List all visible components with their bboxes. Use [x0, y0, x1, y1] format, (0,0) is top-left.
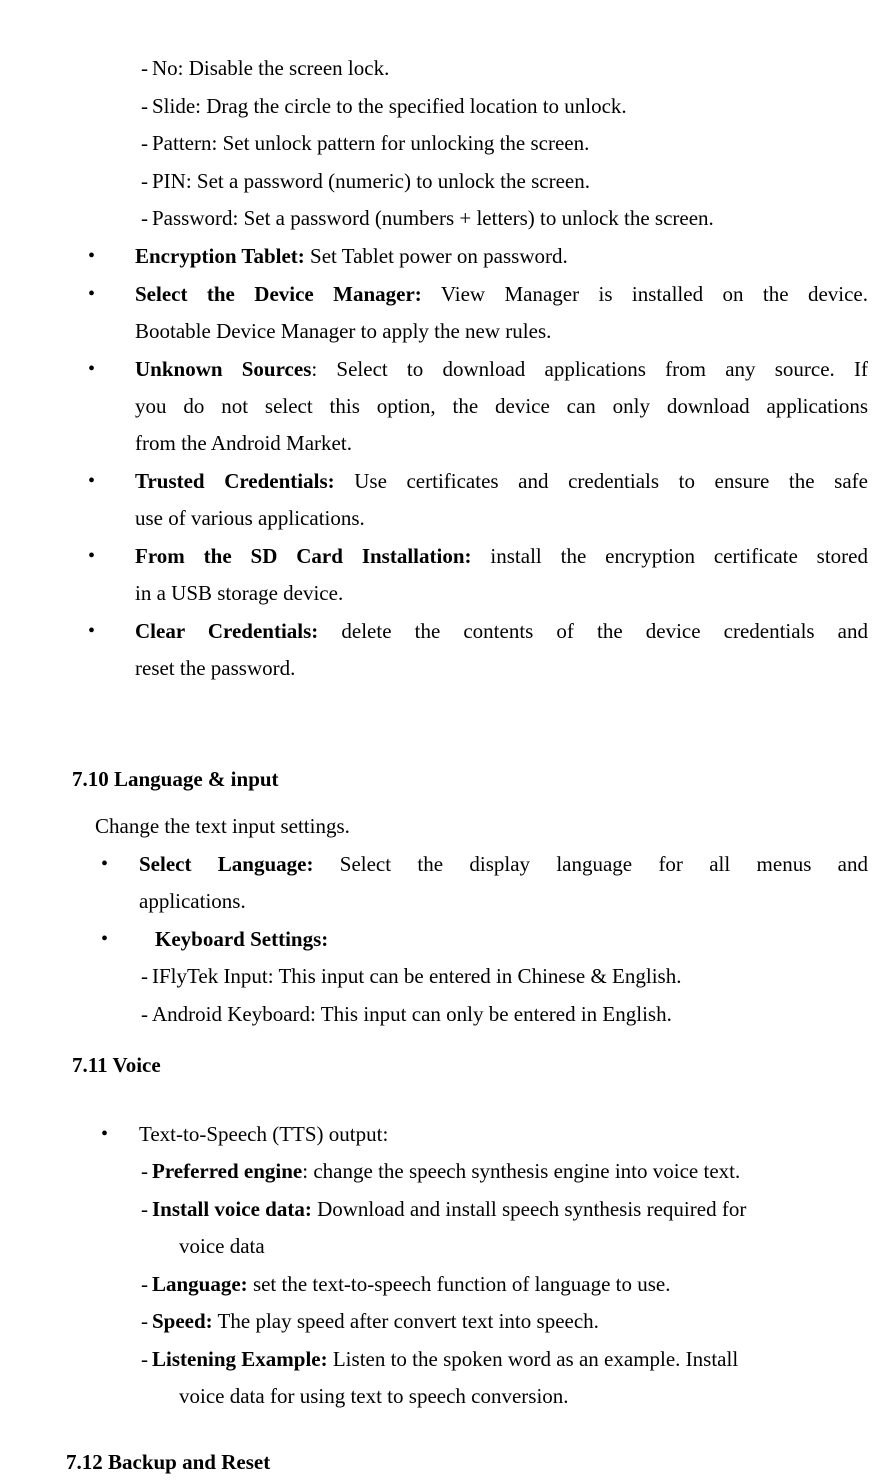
list-item — [135, 463, 868, 501]
item-continuation: voice data for using text to speech conversion. — [179, 1384, 569, 1408]
item-continuation: use of various applications. — [135, 506, 365, 530]
list-item — [141, 1153, 740, 1191]
bullet-icon: • — [101, 928, 109, 950]
item-term: Trusted Credentials: — [135, 469, 335, 493]
list-item — [141, 958, 681, 996]
section-intro: Change the text input settings. — [95, 814, 350, 838]
list-item — [141, 125, 589, 163]
item-term: Select Language: — [139, 852, 314, 876]
bullet-icon: • — [101, 853, 109, 875]
bullet-icon: • — [88, 283, 96, 305]
item-term: Language: — [152, 1272, 248, 1296]
item-term: Clear Credentials: — [135, 619, 319, 643]
item-text: Use certificates and credentials to ensure the safe — [334, 469, 868, 493]
dash-glyph: - — [141, 1002, 148, 1026]
list-item — [141, 88, 627, 126]
list-item — [141, 1341, 738, 1379]
item-text: Listen to the spoken word as an example. Install — [327, 1347, 739, 1371]
bullet-icon: • — [88, 545, 96, 567]
bullet-icon: • — [88, 470, 96, 492]
dash-glyph: - — [141, 94, 148, 118]
item-term: Unknown Sources — [135, 357, 312, 381]
option-text: Slide: Drag the circle to the specified location to unlock. — [152, 94, 627, 118]
dash-glyph: - — [141, 1272, 148, 1296]
section-heading: 7.12 Backup and Reset — [66, 1450, 271, 1474]
item-term: Preferred engine — [152, 1159, 303, 1183]
bullet-icon: • — [101, 1123, 109, 1145]
item-text: : change the speech synthesis engine into voice text. — [302, 1159, 741, 1183]
item-term: Keyboard Settings: — [155, 927, 329, 951]
list-item — [155, 921, 328, 959]
dash-glyph: - — [141, 131, 148, 155]
item-continuation: in a USB storage device. — [135, 581, 344, 605]
item-continuation: reset the password. — [135, 656, 296, 680]
list-item — [135, 276, 868, 314]
list-item — [141, 1191, 746, 1229]
item-term: Install voice data: — [152, 1197, 312, 1221]
item-text: Set Tablet power on password. — [304, 244, 568, 268]
dash-glyph: - — [141, 56, 148, 80]
dash-glyph: - — [141, 964, 148, 988]
item-text: Select the display language for all menus and — [313, 852, 868, 876]
bullet-icon: • — [88, 245, 96, 267]
item-text: Download and install speech synthesis required for — [311, 1197, 747, 1221]
item-continuation: voice data — [179, 1234, 265, 1258]
list-item — [135, 238, 568, 276]
list-item — [141, 200, 714, 238]
item-continuation: applications. — [139, 889, 246, 913]
item-text: : Select to download applications from any source. If — [311, 357, 868, 381]
list-item — [141, 1303, 599, 1341]
option-text: No: Disable the screen lock. — [152, 56, 390, 80]
list-item — [139, 846, 868, 884]
dash-glyph: - — [141, 206, 148, 230]
list-item — [135, 613, 868, 651]
list-item — [141, 996, 672, 1034]
list-item: Text-to-Speech (TTS) output: — [139, 1122, 389, 1146]
dash-glyph: - — [141, 169, 148, 193]
dash-glyph: - — [141, 1197, 148, 1221]
option-text: IFlyTek Input: This input can be entered in Chinese & English. — [152, 964, 682, 988]
item-term: Speed: — [152, 1309, 213, 1333]
list-item — [141, 1266, 670, 1304]
list-item — [135, 538, 868, 576]
option-text: Android Keyboard: This input can only be entered in English. — [152, 1002, 672, 1026]
item-term: Select the Device Manager: — [135, 282, 422, 306]
item-text: set the text-to-speech function of language to use. — [247, 1272, 671, 1296]
item-text: View Manager is installed on the device. — [421, 282, 868, 306]
bullet-icon: • — [88, 358, 96, 380]
list-item — [141, 163, 590, 201]
item-term: Listening Example: — [152, 1347, 328, 1371]
option-text: Password: Set a password (numbers + letters) to unlock the screen. — [152, 206, 714, 230]
dash-glyph: - — [141, 1159, 148, 1183]
item-continuation: from the Android Market. — [135, 431, 352, 455]
item-text: The play speed after convert text into speech. — [212, 1309, 599, 1333]
list-item — [141, 50, 389, 88]
item-continuation: you do not select this option, the device can only download applications — [135, 394, 868, 418]
item-term: Encryption Tablet: — [135, 244, 305, 268]
list-item — [135, 351, 868, 389]
item-continuation: Bootable Device Manager to apply the new rules. — [135, 319, 552, 343]
item-term: From the SD Card Installation: — [135, 544, 472, 568]
option-text: Pattern: Set unlock pattern for unlocking the screen. — [152, 131, 590, 155]
item-text: delete the contents of the device credentials and — [318, 619, 868, 643]
dash-glyph: - — [141, 1309, 148, 1333]
dash-glyph: - — [141, 1347, 148, 1371]
item-text: install the encryption certificate stored — [471, 544, 868, 568]
option-text: PIN: Set a password (numeric) to unlock the screen. — [152, 169, 590, 193]
section-heading: 7.11 Voice — [72, 1053, 161, 1077]
bullet-icon: • — [88, 620, 96, 642]
section-heading: 7.10 Language & input — [72, 767, 279, 791]
